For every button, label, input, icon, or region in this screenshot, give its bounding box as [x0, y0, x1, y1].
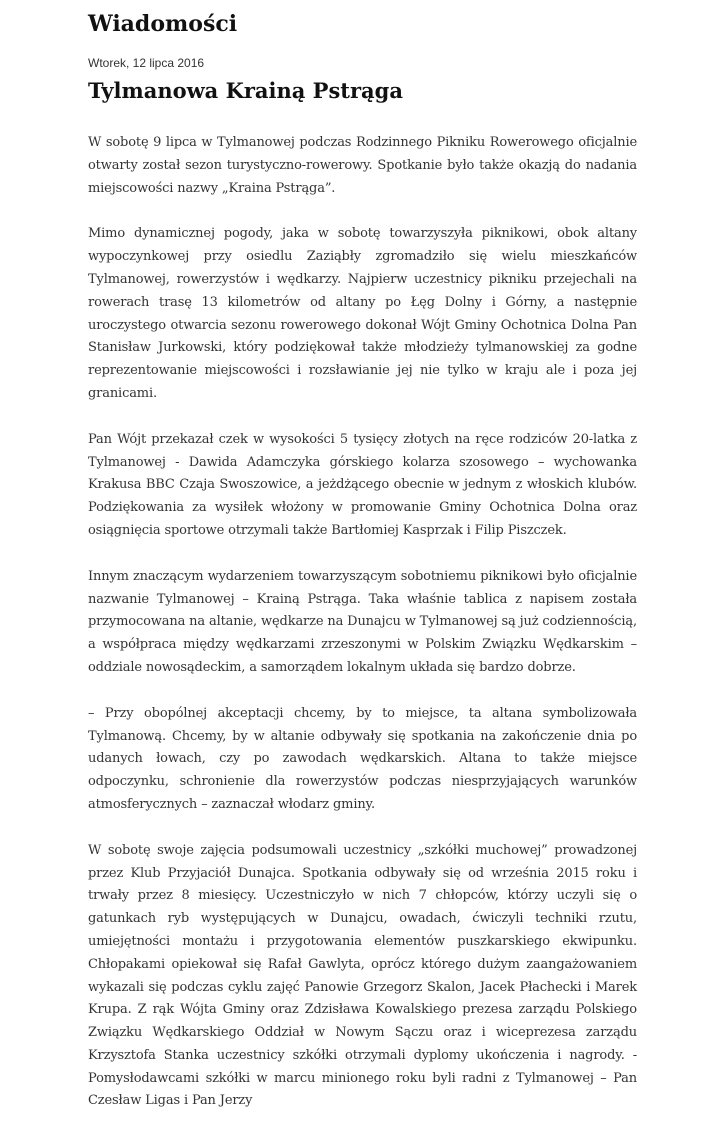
publish-date: Wtorek, 12 lipca 2016: [88, 56, 205, 70]
article-paragraph: Pan Wójt przekazał czek w wysokości 5 tysięcy złotych na ręce rodziców 20-latka z Tylmanowej - Dawida Adamczyka górskiego kolarza szosowego – wychowanka Krakusa BBC Czaja Swoszowice, a jeżdżącego obecnie w jednym z włoskich klubów. Podziękowania za wysiłek włożony w promowanie Gminy Ochotnica Dolna oraz osiągnięcia sportowe otrzymali także Bartłomiej Kasprzak i Filip Piszczek.: [88, 431, 637, 538]
article-paragraph: – Przy obopólnej akceptacji chcemy, by to miejsce, ta altana symbolizowała Tylmanową. Chcemy, by w altanie odbywały się spotkania na zakończenie dnia po udanych łowach, czy po zawodach wędkarskich. Altana to także miejsce odpoczynku, schronienie dla rowerzystów podczas niesprzyjających warunków atmosferycznych – zaznaczał włodarz gminy.: [88, 705, 637, 812]
article-paragraph: Mimo dynamicznej pogody, jaka w sobotę towarzyszyła piknikowi, obok altany wypoczynkowej przy osiedlu Zaziąbły zgromadziło się wielu mieszkańców Tylmanowej, rowerzystów i wędkarzy. Najpierw uczestnicy pikniku przejechali na rowerach trasę 13 kilometrów od altany po Łęg Dolny i Górny, a następnie uroczystego otwarcia sezonu rowerowego dokonał Wójt Gminy Ochotnica Dolna Pan Stanisław Jurkowski, który podziękował także młodzieży tylmanowskiej za godne reprezentowanie miejscowości i rozsławianie jej nie tylko w kraju ale i poza jej granicami.: [88, 226, 637, 401]
section-title: Wiadomości: [88, 11, 238, 37]
article-paragraph: W sobotę 9 lipca w Tylmanowej podczas Rodzinnego Pikniku Rowerowego oficjalnie otwarty został sezon turystyczno-rowerowy. Spotkanie było także okazją do nadania miejscowości nazwy „Kraina Pstrąga”.: [88, 135, 637, 196]
page: [88, 0, 637, 1136]
article-paragraph: W sobotę swoje zajęcia podsumowali uczestnicy „szkółki muchowej” prowadzonej przez Klub Przyjaciół Dunajca. Spotkania odbywały się od września 2015 roku i trwały przez 8 miesięcy. Uczestniczyło w nich 7 chłopców, którzy uczyli się o gatunkach ryb występujących w Dunajcu, owadach, ćwiczyli techniki rzutu, umiejętności montażu i przygotowania elementów puszkarskiego ekwipunku. Chłopakami opiekował się Rafał Gawlyta, oprócz którego dużym zaangażowaniem wykazali się podczas cyklu zajęć Panowie Grzegorz Skalon, Jacek Płachecki i Marek Krupa. Z rąk Wójta Gminy oraz Zdzisława Kowalskiego prezesa zarządu Polskiego Związku Wędkarskiego Oddział w Nowym Sączu oraz i wiceprezesa zarządu Krzysztofa Stanka uczestnicy szkółki otrzymali dyplomy ukończenia i nagrody. - Pomysłodawcami szkółki w marcu minionego roku byli radni z Tylmanowej – Pan Czesław Ligas i Pan Jerzy: [88, 842, 637, 1109]
article-title: Tylmanowa Krainą Pstrąga: [88, 78, 403, 103]
article-paragraph: Innym znaczącym wydarzeniem towarzyszącym sobotniemu piknikowi było oficjalnie nazwanie Tylmanowej – Krainą Pstrąga. Taka właśnie tablica z napisem została przymocowana na altanie, wędkarze na Dunajcu w Tylmanowej są już codziennością, a współpraca między wędkarzami zrzeszonymi w Polskim Związku Wędkarskim – oddziale nowosądeckim, a samorządem lokalnym układa się bardzo dobrze.: [88, 568, 637, 675]
article-body: [88, 132, 637, 1113]
